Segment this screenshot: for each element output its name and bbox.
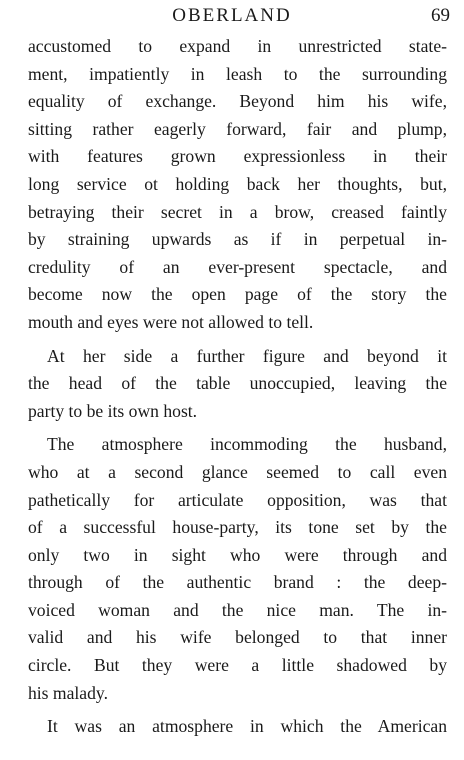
text-line: accustomed to expand in unrestricted state- (28, 36, 447, 56)
page-number: 69 (431, 5, 450, 26)
text-line: who at a second glance seemed to call even (28, 461, 447, 482)
text-line: of a successful house-party, its tone set by the (28, 517, 447, 538)
paragraph (28, 431, 447, 707)
running-head (0, 4, 464, 28)
text-line: credulity of an ever-present spectacle, and (28, 256, 447, 277)
text-line: At her side a further figure and beyond it (47, 345, 447, 366)
paragraph (28, 343, 447, 426)
text-line: betraying their secret in a brow, creased faintly (28, 201, 447, 222)
paragraph (28, 713, 447, 741)
text-line: become now the open page of the story the (28, 284, 447, 305)
text-line: equality of exchange. Beyond him his wife, (28, 91, 447, 112)
text-line: pathetically for articulate opposition, was that (28, 489, 447, 510)
text-line: The atmosphere incommoding the husband, (47, 434, 447, 455)
text-line: party to be its own host. (28, 400, 198, 421)
text-line: circle. But they were a little shadowed by (28, 655, 447, 676)
text-line: the head of the table unoccupied, leaving the (28, 373, 447, 394)
text-line: by straining upwards as if in perpetual in- (28, 229, 447, 250)
text-line: only two in sight who were through and (28, 544, 447, 565)
text-line: sitting rather eagerly forward, fair and plump, (28, 118, 447, 139)
text-line: his malady. (28, 682, 108, 703)
text-line: valid and his wife belonged to that inner (28, 627, 447, 648)
text-line: through of the authentic brand : the deep- (28, 572, 447, 593)
text-line: ment, impatiently in leash to the surrounding (28, 63, 447, 84)
text-line: voiced woman and the nice man. The in- (28, 599, 447, 620)
body-text (28, 33, 447, 741)
running-head-title: OBERLAND (172, 5, 292, 26)
text-line: mouth and eyes were not allowed to tell. (28, 311, 314, 332)
text-line: long service ot holding back her thoughts, but, (28, 173, 447, 194)
text-line: with features grown expressionless in their (28, 146, 447, 167)
text-line: It was an atmosphere in which the American (47, 716, 447, 737)
paragraph (28, 33, 447, 337)
